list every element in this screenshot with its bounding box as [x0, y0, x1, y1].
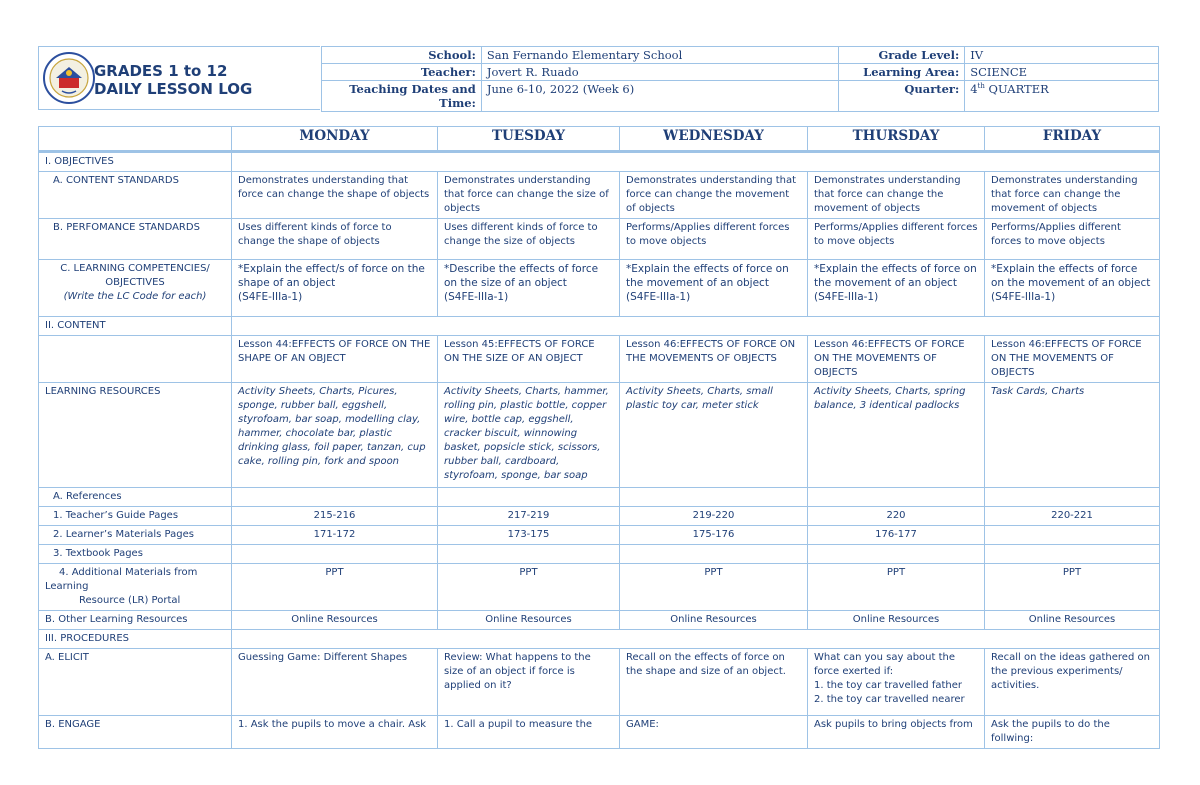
lc-text: *Explain the effects of force on the movement of an object: [626, 263, 789, 289]
table-cell: Demonstrates understanding that force can change the movement of objects: [620, 172, 808, 219]
grade-value: IV: [965, 47, 1159, 64]
table-cell: [620, 545, 808, 564]
competencies-row: [39, 260, 1160, 317]
table-cell: 173-175: [438, 526, 620, 545]
teachers-guide-row: [39, 507, 1160, 526]
table-cell: [438, 260, 620, 317]
add-label-line2: Learning: [45, 581, 89, 592]
elicit-thu-item1: 1. the toy car travelled father: [814, 680, 962, 691]
area-value: SCIENCE: [965, 64, 1159, 81]
deped-seal-icon: [42, 51, 96, 105]
lessons-label-blank: [39, 336, 232, 383]
references-label: A. References: [39, 488, 232, 507]
table-cell: 220: [808, 507, 985, 526]
table-cell: 1. Call a pupil to measure the: [438, 716, 620, 749]
competencies-label: [39, 260, 232, 317]
engage-row: [39, 716, 1160, 749]
dates-value: June 6-10, 2022 (Week 6): [481, 81, 838, 112]
add-label-line1: 4. Additional Materials from: [59, 567, 198, 578]
table-cell: 176-177: [808, 526, 985, 545]
lc-code: (S4FE-IIIa-1): [991, 291, 1056, 303]
table-cell: Activity Sheets, Charts, spring balance, 3 identical padlocks: [808, 383, 985, 488]
lc-code: (S4FE-IIIa-1): [814, 291, 879, 303]
table-cell: Online Resources: [438, 611, 620, 630]
day-monday: MONDAY: [232, 127, 438, 152]
lc-text: *Describe the effects of force on the size of an object: [444, 263, 599, 289]
table-cell: Uses different kinds of force to change the shape of objects: [232, 219, 438, 260]
table-cell: [985, 545, 1160, 564]
quarter-label: Quarter:: [839, 81, 965, 112]
table-cell: [808, 649, 985, 716]
table-cell: Demonstrates understanding that force can change the movement of objects: [985, 172, 1160, 219]
objectives-section-row: [39, 152, 1160, 172]
table-cell: Task Cards, Charts: [985, 383, 1160, 488]
table-cell: [985, 260, 1160, 317]
textbook-row: [39, 545, 1160, 564]
table-cell: Demonstrates understanding that force can change the shape of objects: [232, 172, 438, 219]
table-cell: PPT: [985, 564, 1160, 611]
references-row: [39, 488, 1160, 507]
table-cell: Recall on the effects of force on the shape and size of an object.: [620, 649, 808, 716]
other-resources-label: B. Other Learning Resources: [39, 611, 232, 630]
quarter-num: 4: [970, 82, 978, 96]
teachers-guide-label: 1. Teacher’s Guide Pages: [39, 507, 232, 526]
resources-row: [39, 383, 1160, 488]
lc-label-line3: (Write the LC Code for each): [63, 291, 207, 302]
table-cell: Online Resources: [232, 611, 438, 630]
table-cell: PPT: [232, 564, 438, 611]
day-tuesday: TUESDAY: [438, 127, 620, 152]
table-cell: 1. Ask the pupils to move a chair. Ask: [232, 716, 438, 749]
area-label: Learning Area:: [839, 64, 965, 81]
content-section-row: [39, 317, 1160, 336]
elicit-label: A. ELICIT: [39, 649, 232, 716]
lc-label-line2: OBJECTIVES: [105, 277, 165, 288]
table-cell: Lesson 46:EFFECTS OF FORCE ON THE MOVEMENTS OF OBJECTS: [985, 336, 1160, 383]
textbook-label: 3. Textbook Pages: [39, 545, 232, 564]
table-cell: Ask pupils to bring objects from: [808, 716, 985, 749]
lesson-log-table: [38, 126, 1160, 749]
lc-label-line1: C. LEARNING COMPETENCIES/: [60, 263, 210, 274]
objectives-section-blank: [232, 152, 1160, 172]
table-cell: Lesson 46:EFFECTS OF FORCE ON THE MOVEMENTS OF OBJECTS: [808, 336, 985, 383]
teacher-value: Jovert R. Ruado: [481, 64, 838, 81]
table-cell: 219-220: [620, 507, 808, 526]
elicit-thu-intro: What can you say about the force exerted if:: [814, 652, 956, 677]
content-section-label: II. CONTENT: [39, 317, 232, 336]
quarter-sup: th: [977, 82, 985, 91]
header-title-block: [38, 46, 320, 110]
day-thursday: THURSDAY: [808, 127, 985, 152]
table-cell: 217-219: [438, 507, 620, 526]
table-cell: Activity Sheets, Charts, hammer, rolling pin, plastic bottle, copper wire, bottle cap, eggshell, cracker biscuit, winnowing basket, popsicle stick, scissors, rubber ball, cardboard, styrofoam, sponge, bar soap: [438, 383, 620, 488]
lc-code: (S4FE-IIIa-1): [444, 291, 509, 303]
page-title: [94, 62, 252, 98]
lc-code: (S4FE-IIIa-1): [238, 291, 303, 303]
table-cell: [232, 488, 438, 507]
elicit-thu-item2: 2. the toy car travelled nearer: [814, 694, 965, 705]
table-cell: Recall on the ideas gathered on the previous experiments/ activities.: [985, 649, 1160, 716]
table-cell: Uses different kinds of force to change the size of objects: [438, 219, 620, 260]
table-cell: Online Resources: [808, 611, 985, 630]
table-cell: Activity Sheets, Charts, small plastic toy car, meter stick: [620, 383, 808, 488]
table-cell: PPT: [438, 564, 620, 611]
elicit-row: [39, 649, 1160, 716]
performance-standards-row: [39, 219, 1160, 260]
table-cell: Demonstrates understanding that force can change the movement of objects: [808, 172, 985, 219]
table-cell: Online Resources: [985, 611, 1160, 630]
lc-text: *Explain the effects of force on the movement of an object: [991, 263, 1151, 289]
table-cell: [232, 260, 438, 317]
add-label-line3: Resource (LR) Portal: [79, 595, 181, 606]
table-cell: [985, 526, 1160, 545]
table-cell: Guessing Game: Different Shapes: [232, 649, 438, 716]
grade-label: Grade Level:: [839, 47, 965, 64]
table-cell: [232, 545, 438, 564]
table-cell: Performs/Applies different forces to move objects: [620, 219, 808, 260]
title-line2: DAILY LESSON LOG: [94, 80, 253, 98]
table-cell: Performs/Applies different forces to move objects: [985, 219, 1160, 260]
table-cell: [985, 488, 1160, 507]
learners-materials-row: [39, 526, 1160, 545]
resources-label: LEARNING RESOURCES: [39, 383, 232, 488]
performance-standards-label: B. PERFOMANCE STANDARDS: [39, 219, 232, 260]
lc-text: *Explain the effect/s of force on the shape of an object: [238, 263, 425, 289]
table-cell: [438, 488, 620, 507]
engage-label: B. ENGAGE: [39, 716, 232, 749]
content-standards-label: A. CONTENT STANDARDS: [39, 172, 232, 219]
table-cell: Review: What happens to the size of an object if force is applied on it?: [438, 649, 620, 716]
table-cell: Performs/Applies different forces to move objects: [808, 219, 985, 260]
quarter-value: [965, 81, 1159, 112]
table-cell: PPT: [620, 564, 808, 611]
additional-materials-label: [39, 564, 232, 611]
day-wednesday: WEDNESDAY: [620, 127, 808, 152]
content-section-blank: [232, 317, 1160, 336]
table-cell: [438, 545, 620, 564]
lc-code: (S4FE-IIIa-1): [626, 291, 691, 303]
procedures-section-label: III. PROCEDURES: [39, 630, 232, 649]
day-friday: FRIDAY: [985, 127, 1160, 152]
table-cell: GAME:: [620, 716, 808, 749]
lc-text: *Explain the effects of force on the movement of an object: [814, 263, 977, 289]
procedures-section-blank: [232, 630, 1160, 649]
table-cell: 220-221: [985, 507, 1160, 526]
table-cell: Demonstrates understanding that force can change the size of objects: [438, 172, 620, 219]
objectives-section-label: I. OBJECTIVES: [39, 152, 232, 172]
table-cell: Online Resources: [620, 611, 808, 630]
other-resources-row: [39, 611, 1160, 630]
additional-materials-row: [39, 564, 1160, 611]
procedures-section-row: [39, 630, 1160, 649]
school-label: School:: [322, 47, 482, 64]
content-standards-row: [39, 172, 1160, 219]
table-cell: 171-172: [232, 526, 438, 545]
table-cell: PPT: [808, 564, 985, 611]
title-line1: GRADES 1 to 12: [94, 62, 228, 80]
school-value: San Fernando Elementary School: [481, 47, 838, 64]
table-cell: [620, 260, 808, 317]
dates-label: Teaching Dates and Time:: [322, 81, 482, 112]
table-cell: [620, 488, 808, 507]
table-cell: [808, 488, 985, 507]
table-cell: 175-176: [620, 526, 808, 545]
table-cell: [808, 260, 985, 317]
table-cell: Lesson 44:EFFECTS OF FORCE ON THE SHAPE OF AN OBJECT: [232, 336, 438, 383]
header-info-table: [321, 46, 1159, 112]
corner-cell: [39, 127, 232, 152]
table-cell: Lesson 45:EFFECTS OF FORCE ON THE SIZE OF AN OBJECT: [438, 336, 620, 383]
table-cell: Lesson 46:EFFECTS OF FORCE ON THE MOVEMENTS OF OBJECTS: [620, 336, 808, 383]
table-cell: Activity Sheets, Charts, Picures, sponge, rubber ball, eggshell, styrofoam, bar soap, modelling clay, hammer, chocolate bar, plastic drinking glass, foil paper, tanzan, cup cake, rolling pin, fork and spoon: [232, 383, 438, 488]
learners-materials-label: 2. Learner’s Materials Pages: [39, 526, 232, 545]
table-cell: 215-216: [232, 507, 438, 526]
teacher-label: Teacher:: [322, 64, 482, 81]
days-header-row: [39, 127, 1160, 152]
quarter-word: QUARTER: [984, 82, 1049, 96]
table-cell: [808, 545, 985, 564]
lessons-row: [39, 336, 1160, 383]
table-cell: Ask the pupils to do the follwing:: [985, 716, 1160, 749]
